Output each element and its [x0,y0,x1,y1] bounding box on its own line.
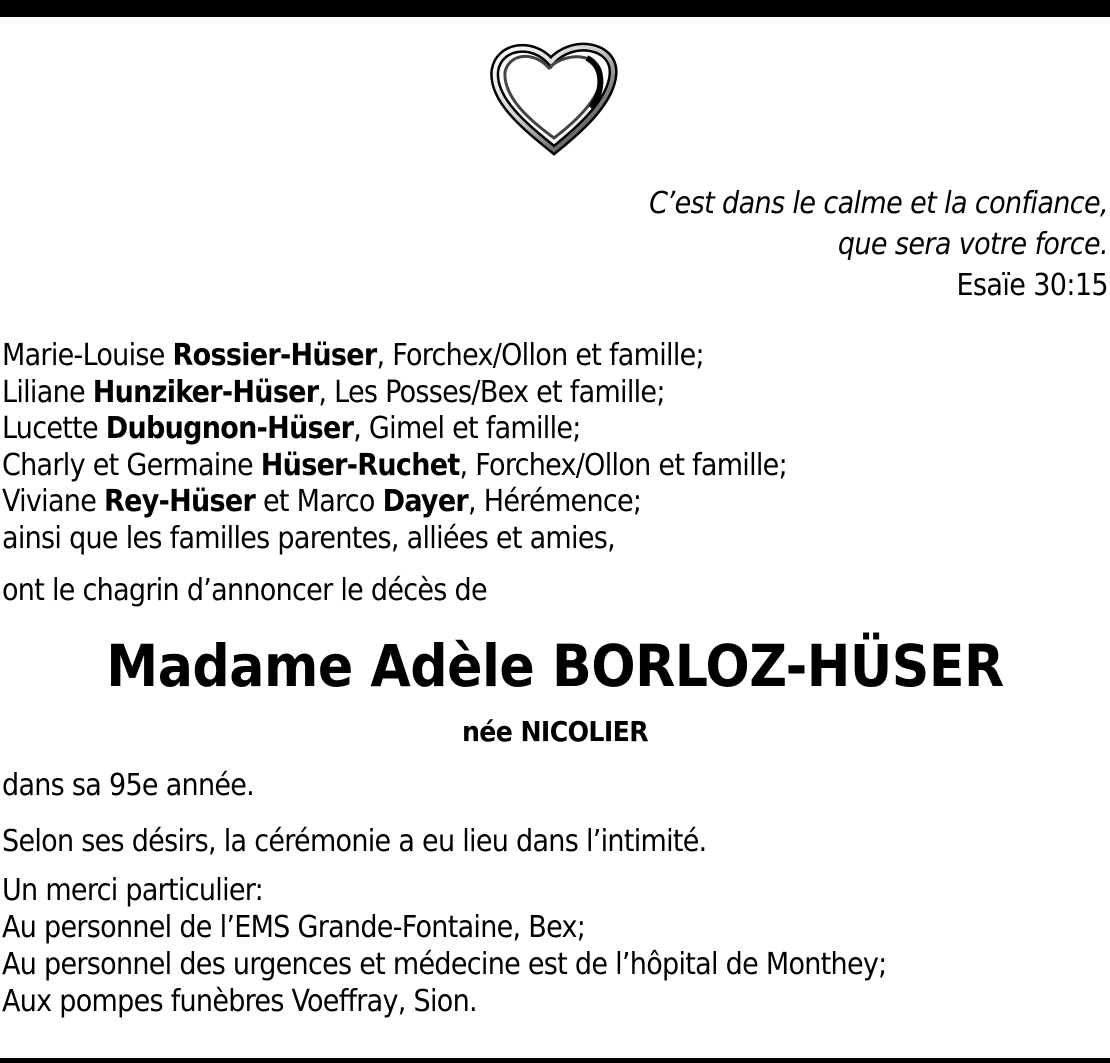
thanks-intro: Un merci particulier: [2,873,264,908]
heart-icon [487,38,622,158]
announcement-text: ont le chagrin d’annoncer le décès de [2,573,487,608]
thanks-line: Aux pompes funèbres Voeffray, Sion. [2,984,477,1019]
quote-line-1: C’est dans le calme et la confiance, [649,186,1108,221]
deceased-name: Madame Adèle BORLOZ-HÜSER [106,632,1004,700]
bottom-border [0,1058,1110,1063]
family-line: Lucette Dubugnon-Hüser, Gimel et famille; [2,411,581,446]
quote-line-2: que sera votre force. [837,227,1108,262]
ceremony-text: Selon ses désirs, la cérémonie a eu lieu dans l’intimité. [2,824,707,859]
thanks-line: Au personnel des urgences et médecine est de l’hôpital de Monthey; [2,947,887,982]
maiden-name: née NICOLIER [461,715,649,748]
family-list [2,338,787,557]
family-line: Marie-Louise Rossier-Hüser, Forchex/Ollon et famille; [2,338,704,373]
top-border [0,0,1110,17]
family-line: Liliane Hunziker-Hüser, Les Posses/Bex et famille; [2,374,665,410]
bible-quote [649,183,1108,306]
family-line: ainsi que les familles parentes, alliées et amies, [2,520,615,556]
family-line: Charly et Germaine Hüser-Ruchet, Forchex/Ollon et famille; [2,447,787,483]
thanks-section [2,872,887,1020]
quote-reference: Esaïe 30:15 [956,268,1108,303]
age-text: dans sa 95e année. [2,768,255,803]
family-line: Viviane Rey-Hüser et Marco Dayer, Hérémence; [2,484,642,519]
thanks-line: Au personnel de l’EMS Grande-Fontaine, Bex; [2,910,586,945]
